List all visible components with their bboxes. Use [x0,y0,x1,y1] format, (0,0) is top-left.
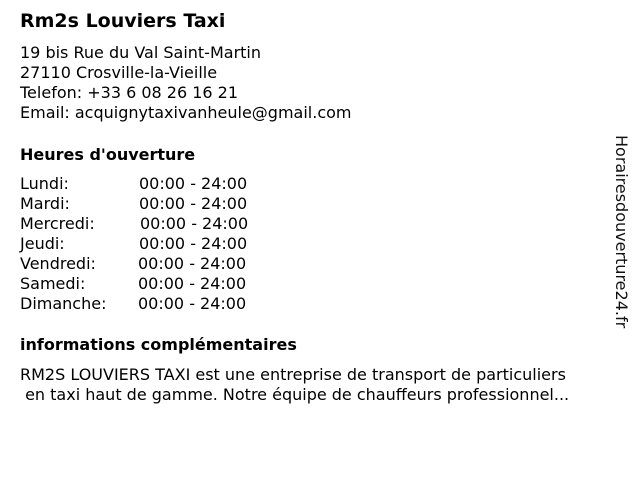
day-label: Jeudi: [20,234,65,253]
opening-hours-heading: Heures d'ouverture [20,145,196,164]
contact-block [20,43,352,123]
hours-row-monday [20,174,280,194]
phone-number: Telefon: +33 6 08 26 16 21 [20,83,239,102]
additional-info-heading: informations complémentaires [20,335,297,354]
email-address: Email: acquignytaxivanheule@gmail.com [20,103,352,122]
day-label: Samedi: [20,274,86,293]
time-range: 00:00 - 24:00 [139,194,248,213]
day-label: Dimanche: [20,294,107,313]
business-name: Rm2s Louviers Taxi [20,10,226,32]
description-line-1: RM2S LOUVIERS TAXI est une entreprise de transport de particuliers [20,365,566,384]
address-line-2: 27110 Crosville-la-Vieille [20,63,218,82]
day-label: Vendredi: [20,254,96,273]
day-label: Mardi: [20,194,70,213]
time-range: 00:00 - 24:00 [138,254,247,273]
time-range: 00:00 - 24:00 [138,294,247,313]
hours-row-wednesday [20,214,280,234]
address-line-1: 19 bis Rue du Val Saint-Martin [20,43,261,62]
business-description [20,365,624,405]
time-range: 00:00 - 24:00 [138,274,247,293]
hours-row-saturday [20,274,280,294]
description-line-2: en taxi haut de gamme. Notre équipe de chauffeurs professionnel... [20,385,570,404]
day-label: Mercredi: [20,214,95,233]
opening-hours-list [20,174,280,314]
site-watermark: Horairesdouverture24.fr [612,135,631,329]
hours-row-tuesday [20,194,280,214]
time-range: 00:00 - 24:00 [139,174,248,193]
day-label: Lundi: [20,174,69,193]
hours-row-thursday [20,234,280,254]
time-range: 00:00 - 24:00 [140,214,249,233]
time-range: 00:00 - 24:00 [139,234,248,253]
hours-row-sunday [20,294,280,314]
hours-row-friday [20,254,280,274]
